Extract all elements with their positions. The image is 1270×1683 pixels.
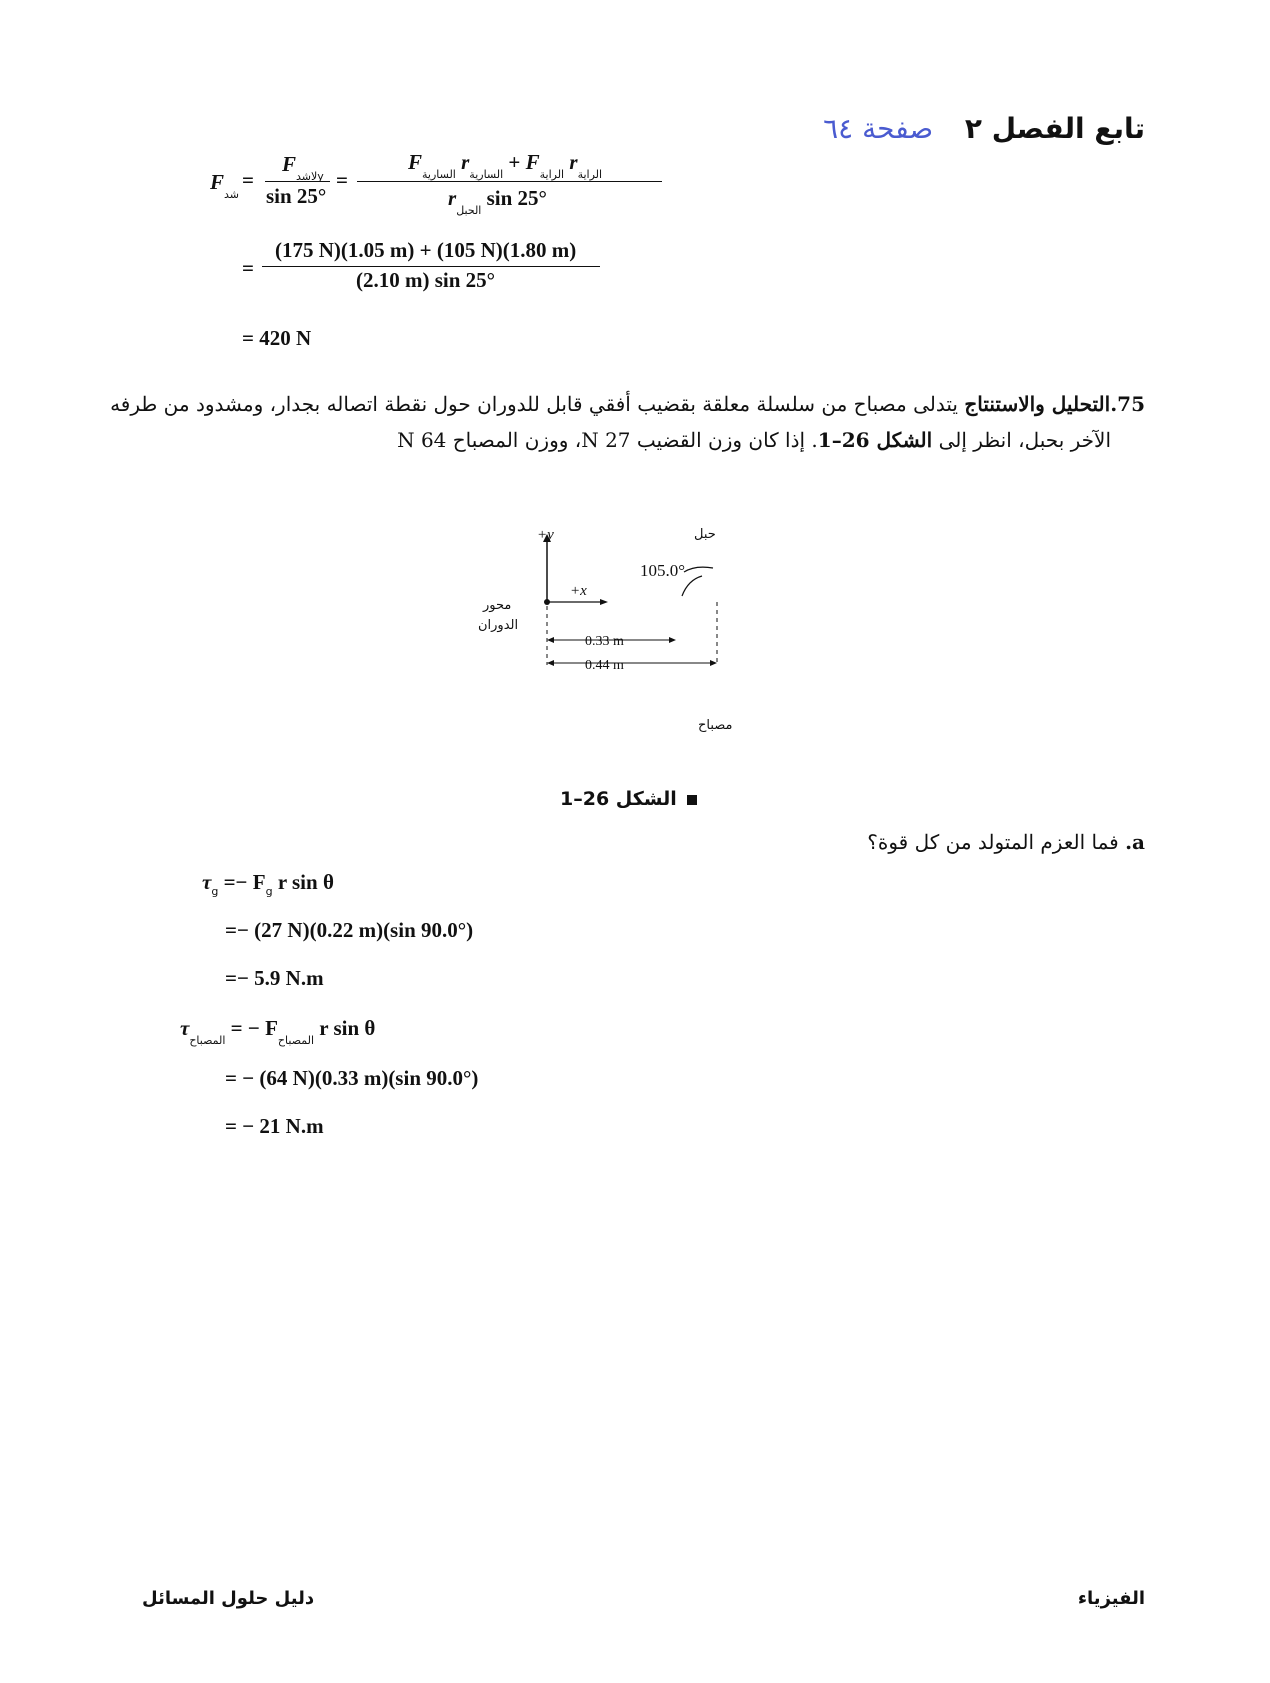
rope-label: حبل <box>694 527 716 542</box>
footer-guide-title: دليل حلول المسائل <box>142 1588 315 1609</box>
eq-lhs: F <box>210 170 225 194</box>
eq2-numerator: (175 N)(1.05 m) + (105 N)(1.80 m) <box>275 238 577 262</box>
question-a: a. فما العزم المتولد من كل قوة؟ <box>867 830 1145 854</box>
torque-lamp-step2: = − 21 N.m <box>225 1114 324 1138</box>
torque-g-step2: =− 5.9 N.m <box>225 966 324 990</box>
y-axis-label: +y <box>537 527 554 543</box>
pivot-label-1: محور <box>483 598 512 613</box>
torque-lamp-line: $\tau_{المصباح}$ = − $F_{المصباح}$ r sin θ <box>180 1016 376 1047</box>
question-letter: a. <box>1125 830 1145 854</box>
rope-line <box>684 567 713 572</box>
angle-label: 105.0° <box>640 561 686 580</box>
x-arrow-head <box>600 599 608 605</box>
eq1-numerator: $F_{السارية}$ $r_{السارية} + F_{الراية}$ $r_{الراية}$ <box>408 150 603 181</box>
fraction-bar <box>265 181 330 182</box>
dim-label-044: 0.44 m <box>585 658 624 673</box>
pivot-label-2: الدوران <box>478 618 519 633</box>
problem-number: 75. <box>1110 392 1145 416</box>
lamp-label: مصباح <box>698 718 733 733</box>
fraction-bar <box>262 266 600 267</box>
problem-75: 75.التحليل والاستنتاج يتدلى مصباح من سلسلة معلقة بقضيب أفقي قابل للدوران حول نقطة اتصاله بجدار، ومشدود من طرفه الآخر بحبل، انظر إلى الشكل 26–1. إذا كان وزن القضيب 27 N، ووزن المصباح 64 N <box>110 392 1145 452</box>
dim-label-033: 0.33 m <box>585 634 624 649</box>
eq3-result: = 420 N <box>242 326 312 350</box>
problem-title: التحليل والاستنتاج <box>964 392 1111 416</box>
pivot-point <box>544 599 550 605</box>
fraction-bar <box>357 181 662 182</box>
footer-subject: الفيزياء <box>1077 1588 1145 1609</box>
page-number: صفحة ٦٤ <box>823 112 934 145</box>
caption-square-icon <box>687 795 697 805</box>
page-header <box>823 112 1145 145</box>
eq2-denominator: (2.10 m) sin 25° <box>356 268 496 292</box>
torque-g-line: $\tau_g =- F_g$ r sin θ <box>202 870 334 898</box>
torque-lamp-step1: = − (64 N)(0.33 m)(sin 90.0°) <box>225 1066 479 1090</box>
x-axis-label: +x <box>570 583 587 599</box>
eq1-denominator: $r_{الحبل}$ sin 25° <box>448 186 547 217</box>
eq-sign: = <box>242 168 254 192</box>
chapter-title: تابع الفصل ٢ <box>964 112 1145 145</box>
torque-g-step1: =− (27 N)(0.22 m)(sin 90.0°) <box>225 918 474 942</box>
figure-caption: الشكل 26–1 <box>560 788 697 810</box>
figure-reference: الشكل 26–1 <box>817 428 933 452</box>
